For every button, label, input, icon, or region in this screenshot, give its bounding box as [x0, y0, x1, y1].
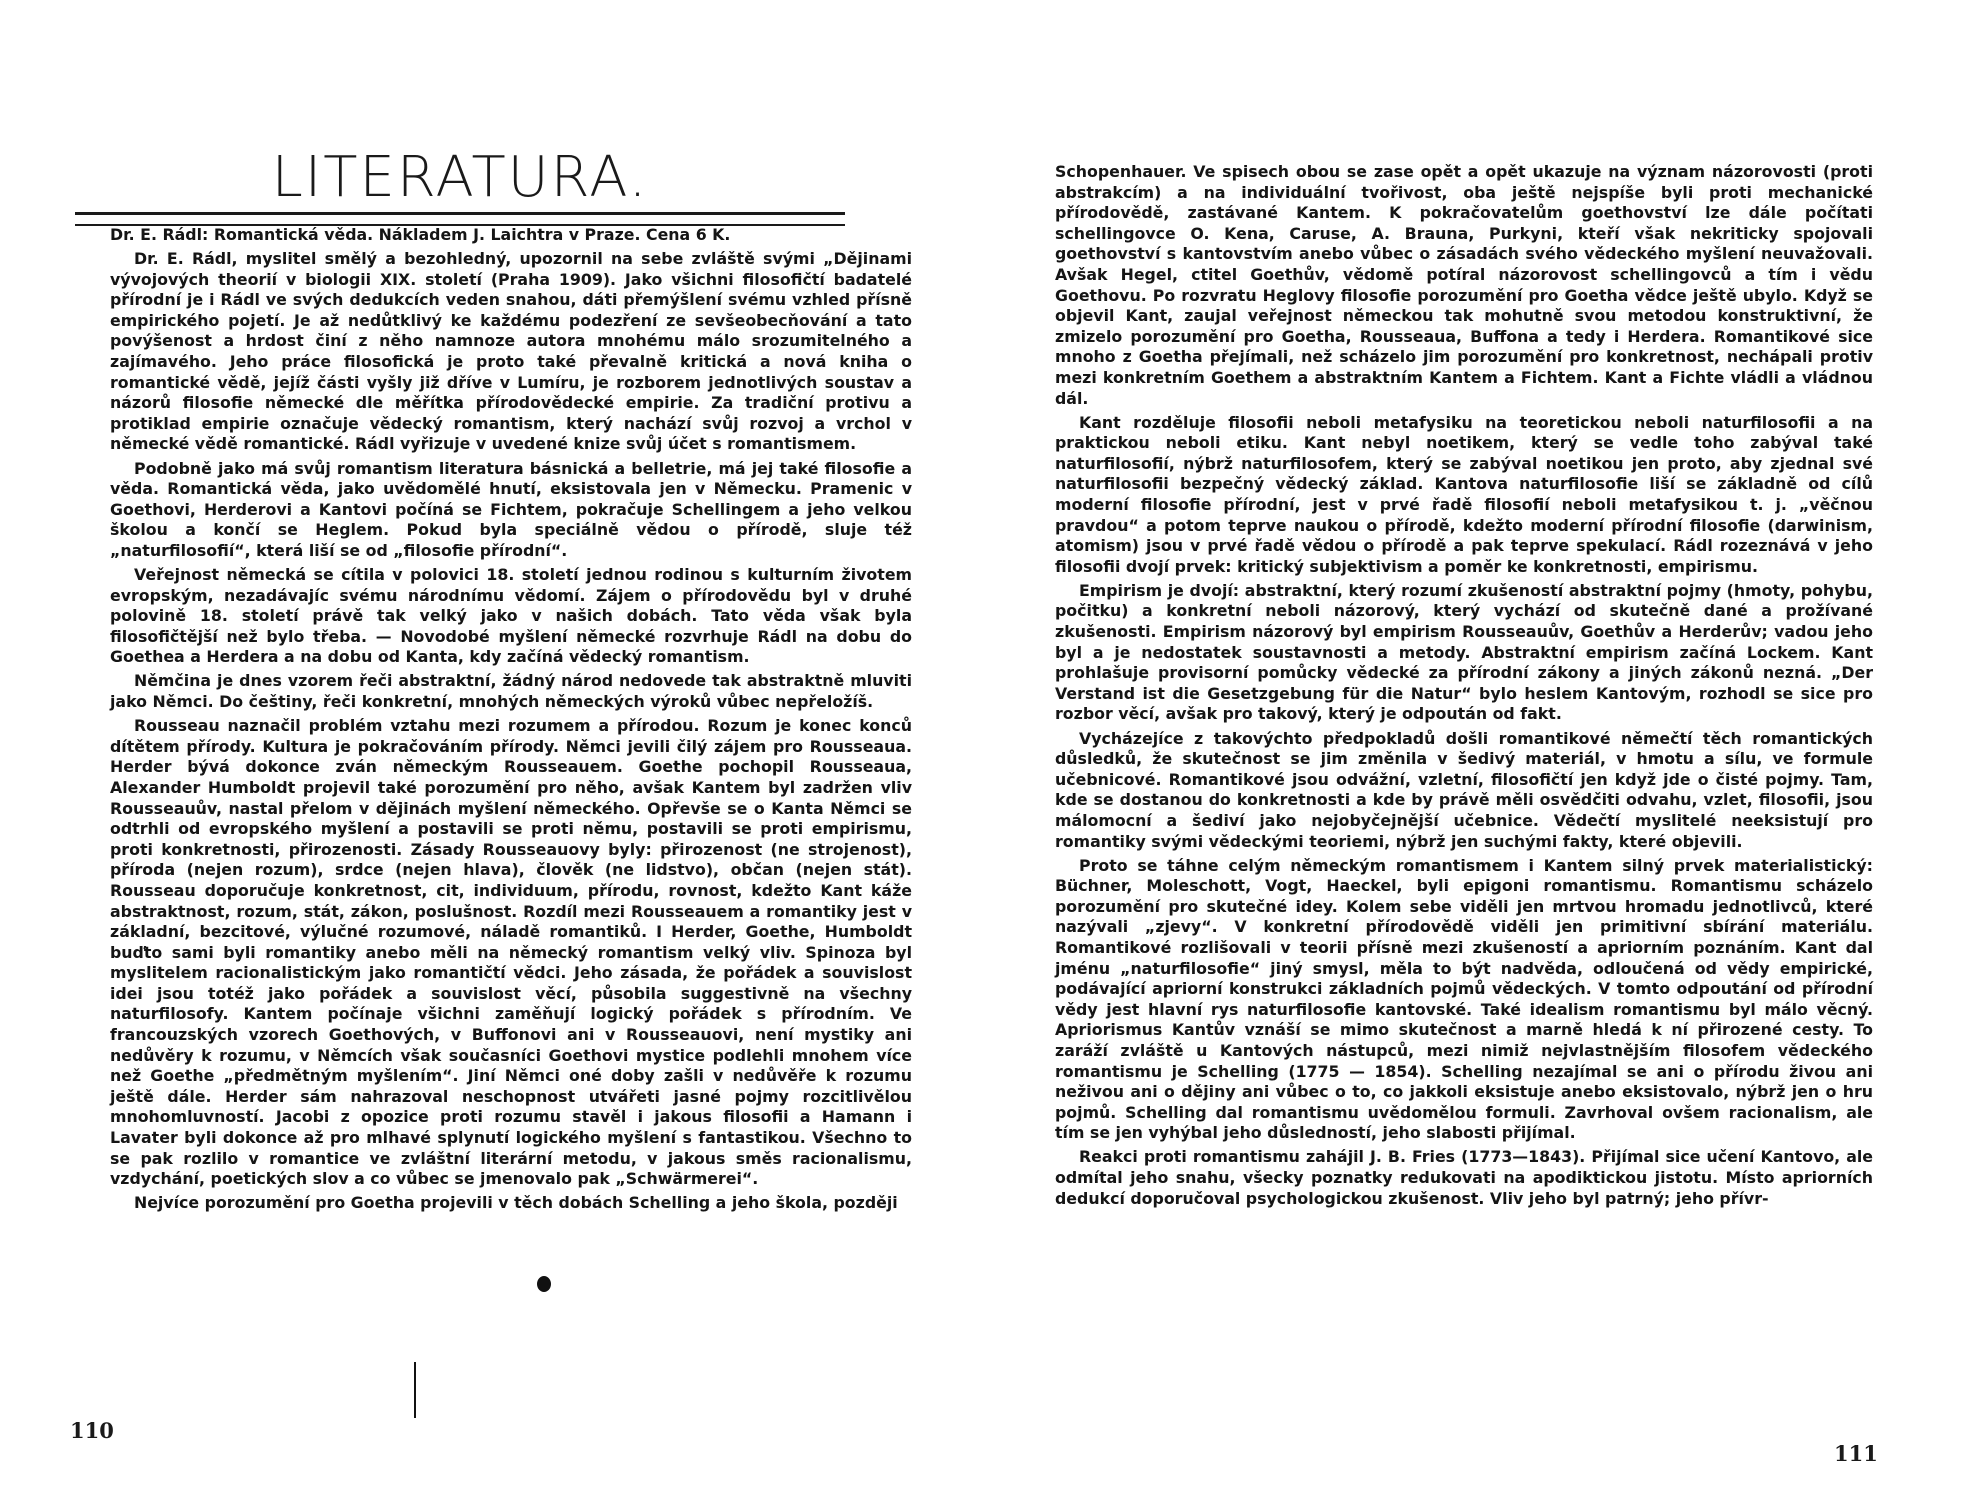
paragraph: Vycházejíce z takovýchto předpokladů došli romantikové němečtí těch romantických důsledků, že skutečnost se jim změnila v šedivý materiál, v hmotu a sílu, ve formule učebnicové. Romantikové jsou odvážní, vzletní, filosofičtí jen když jde o čisté pojmy. Tam, kde se dostanou do konkretnosti a kde by právě měli osvědčiti odvahu, vzlet, filosofii, jsou málomocní a šediví jako nejobyčejnější učebnice. Vědečtí myslitelé neeksistují pro romantiky svými vědeckými teoriemi, nýbrž jen suchými fakty, které objevili.	[1055, 728, 1873, 851]
review-title: Romantická věda.	[213, 225, 374, 244]
paragraph: Rousseau naznačil problém vztahu mezi rozumem a přírodou. Rozum je konec konců dítětem přírody. Kultura je pokračováním přírody. Němci jevili čilý zájem pro Rousseaua. Herder bývá dokonce zván německým Rousseauem. Goethe pochopil Rousseaua, Alexander Humboldt projevil také porozumění pro něho, avšak Kantem byl zadržen vliv Rousseauův, nastal přelom v dějinách myšlení německého. Opřevše se o Kanta Němci se odtrhli od evropského myšlení a postavili se proti němu, postavili se proti empirismu, proti konkretnosti, přirozenosti. Zásady Rousseauovy byly: přirozenost (ne strojenost), příroda (nejen rozum), srdce (nejen hlava), člověk (ne lidstvo), občan (nejen stát). Rousseau doporučuje konkretnost, cit, individuum, přírodu, rovnost, kdežto Kant káže abstraktnost, rozum, stát, zákon, poslušnost. Rozdíl mezi Rousseauem a romantiky jest v základní, bezcitové, výlučné rozumové, náladě romantiků. I Herder, Goethe, Humboldt buďto sami byli romantiky anebo měli na německý romantism velký vliv. Spinoza byl myslitelem racionalistickým jako romantičtí vědci. Jeho zásada, že pořádek a souvislost idei jsou totéž jako pořádek a souvislost věcí, působila suggestivně na všechny naturfilosofy. Kantem počínaje všichni zaměňují logický pořádek s přírodním. Ve francouzských vzorech Goethových, v Buffonovi ani v Rousseauovi, není mystiky ani nedůvěry k rozumu, v Němcích však současníci Goethovi mystice podlehli mnohem více než Goethe „předmětným myšlením“. Jiní Němci oné doby zašli v nedůvěře k rozumu ještě dále. Herder sám nahrazoval neschopnost utvářeti jasné pojmy rozcitlivělou mnohomluvností. Jacobi z opozice proti rozumu stavěl i jakous filosofii a Hamann i Lavater byli dokonce až pro mlhavé splynutí logického myšlení s fantastikou. Všechno to se pak rozlilo v romantice ve zvláštní literární metodu, v jakous směs racionalismu, vzdychání, poetických slov a co vůbec se jmenovalo pak „Schwärmerei“.	[110, 716, 912, 1189]
paragraph: Schopenhauer. Ve spisech obou se zase opět a opět ukazuje na význam názorovosti (proti abstrakcím) a na individuální tvořivost, oba ještě nejspíše byli proti mechanické přírodovědě, zastávané Kantem. K pokračovatelům goethovství lze dále počítati schellingovce O. Kena, Caruse, A. Brauna, Purkyni, kteří však nekriticky spojovali goethovství s kantovstvím anebo vůbec o zásadách svého vědeckého myšlení neuvažovali. Avšak Hegel, ctitel Goethův, vědomě potíral názorovost schellingovců a tím i vědu Goethovu. Po rozvratu Heglovy filosofie porozumění pro Goetha vědce ještě ubylo. Když se objevil Kant, zaujal veřejnost německou tak mohutně svou metodou konstruktivní, že zmizelo porozumění pro Goetha, Rousseaua, Buffona a tedy i Herdera. Romantikové sice mnoho z Goetha přejímali, než scházelo jim porozumění pro konkretnost, nechápali protiv mezi konkretním Goethem a abstraktním Kantem a Fichtem. Kant a Fichte vládli a vládnou dál.	[1055, 162, 1873, 408]
section-header	[75, 145, 845, 226]
review-author: Dr. E. Rádl:	[110, 225, 209, 244]
right-text-column	[1055, 162, 1873, 1213]
section-title: LITERATURA.	[271, 145, 649, 210]
paragraph: Reakci proti romantismu zahájil J. B. Fries (1773—1843). Přijímal sice učení Kantovo, ale odmítal jeho snahu, všecky poznatky redukovati na apodiktickou jistotu. Místo apriorních dedukcí doporučoval psychologickou zkušenost. Vliv jeho byl patrný; jeho přívr-	[1055, 1147, 1873, 1208]
paragraph: Veřejnost německá se cítila v polovici 18. století jednou rodinou s kulturním životem evropským, nezadávajíc svému národnímu vědomí. Zájem o přírodovědu byl v druhé polovině 18. století právě tak velký jako v našich dobách. Tato věda však byla filosofičtější než bylo třeba. — Novodobé myšlení německé rozvrhuje Rádl na dobu do Goethea a Herdera a na dobu od Kanta, kdy začíná vědecký romantism.	[110, 565, 912, 667]
paragraph: Proto se táhne celým německým romantismem i Kantem silný prvek materialistický: Büchner, Moleschott, Vogt, Haeckel, byli epigoni romantismu. Romantismu scházelo porozumění pro skutečné idey. Kolem sebe viděli jen mrtvou hromadu jednotlivců, které nazývali „zjevy“. V konkretní přírodovědě viděli jen primitivní sbírání materiálu. Romantikové rozlišovali v teorii přísně mezi zkušeností a apriorním poznáním. Kant dal jménu „naturfilosofie“ jiný smysl, měla to být nadvěda, odloučená od vědy empirické, podávající apriorní konstrukci základních pojmů vědeckých. V tomto odpoutání od přírodní vědy jest hlavní rys naturfilosofie kantovské. Také idealism romantismu byl málo věcný. Apriorismus Kantův vznáší se mimo skutečnost a marně hledá k ní přirozené cesty. To zaráží zvláště u Kantových nástupců, mezi nimiž nejvlastnějším filosofem vědeckého romantismu je Schelling (1775 — 1854). Schelling nezajímal se ani o přírodu živou ani neživou ani o dějiny ani vůbec o to, co jakkoli eksistuje anebo eksistovalo, nýbrž jen o hru pojmů. Schelling dal romantismu uvědomělou formuli. Zavrhoval ovšem racionalism, ale tím se jen vyhýbal jeho důsledností, jeho slabosti přijímal.	[1055, 855, 1873, 1143]
title-double-rule	[75, 212, 845, 226]
left-text-column	[110, 225, 912, 1217]
right-page	[985, 0, 1970, 1500]
paragraph: Podobně jako má svůj romantism literatura básnická a belletrie, má jej také filosofie a věda. Romantická věda, jako uvědomělé hnutí, eksistovala jen v Německu. Pramenic v Goethovi, Herderovi a Kantovi počíná se Fichtem, pokračuje Schellingem a jeho velkou školou a končí se Heglem. Pokud byla speciálně vědou o přírodě, sluje též „naturfilosofií“, která liší se od „filosofie přírodní“.	[110, 458, 912, 560]
review-publication: Nákladem J. Laichtra v Praze. Cena 6 K.	[378, 225, 731, 244]
ink-blot	[537, 1276, 551, 1292]
review-heading	[110, 225, 912, 246]
page-number-left: 110	[70, 1418, 114, 1443]
paragraph: Němčina je dnes vzorem řeči abstraktní, žádný národ nedovede tak abstraktně mluviti jako Němci. Do češtiny, řeči konkretní, mnohých německých výroků vůbec nepřeložíš.	[110, 671, 912, 712]
paragraph: Dr. E. Rádl, myslitel smělý a bezohledný, upozornil na sebe zvláště svými „Dějinami vývojových theorií v biologii XIX. století (Praha 1909). Jako všichni filosofičtí badatelé přírodní je i Rádl ve svých dedukcích veden snahou, dáti přemýšlení svému vzhled přísně empirického pojetí. Je až nedůtklivý ke každému podezření ze sevšeobecňování a tato povýšenost a hrdost činí z něho namnoze autora mnohému málo srozumitelného a zajímavého. Jeho práce filosofická je proto také převalně kritická a nová kniha o romantické vědě, jejíž části vyšly již dříve v Lumíru, je rozborem jednotlivých soustav a názorů filosofie německé dle měřítka přírodovědecké empirie. Za tradiční protivu a protiklad empirie označuje vědecký romantism, který nachází svůj rozvoj a vrchol v německé vědě romantické. Rádl vyřizuje v uvedené knize svůj účet s romantismem.	[110, 249, 912, 454]
page-number-right: 111	[1834, 1441, 1878, 1466]
paragraph: Kant rozděluje filosofii neboli metafysiku na teoretickou neboli naturfilosofii a na praktickou neboli etiku. Kant nebyl noetikem, který se vedle toho zabýval také naturfilosofií, nýbrž naturfilosofem, který se zabýval noetikou jen proto, aby zjednal své naturfilosofii bezpečný vědecký základ. Kantova naturfilosofie liší se základně od cílů moderní filosofie přírodní, jest v prvé řadě filosofií neboli metafysikou t. j. „věčnou pravdou“ a potom teprve naukou o přírodě, kdežto moderní přírodní filosofie (darwinism, atomism) jsou v prvé řadě vědou o přírodě a pak teprve spekulací. Rádl rozeznává v jeho filosofii dvojí prvek: kritický subjektivism a poměr ke konkretnosti, empirismu.	[1055, 412, 1873, 576]
paragraph: Empirism je dvojí: abstraktní, který rozumí zkušeností abstraktní pojmy (hmoty, pohybu, počitku) a konkretní neboli názorový, který vychází od skutečně dané a prožívané zkušenosti. Empirism názorový byl empirism Rousseauův, Goethův a Herderův; vadou jeho byl a je nedostatek soustavnosti a metody. Abstraktní empirism začíná Lockem. Kant prohlašuje provisorní pomůcky vědecké za přírodní zákony a jiných zákonů nezná. „Der Verstand ist die Gesetzgebung für die Natur“ bylo heslem Kantovým, rozhodl se sice pro rozbor věcí, avšak pro takový, který je odpoután od fakt.	[1055, 580, 1873, 724]
paragraph: Nejvíce porozumění pro Goetha projevili v těch dobách Schelling a jeho škola, později	[134, 1193, 898, 1213]
ink-stroke	[414, 1362, 416, 1418]
